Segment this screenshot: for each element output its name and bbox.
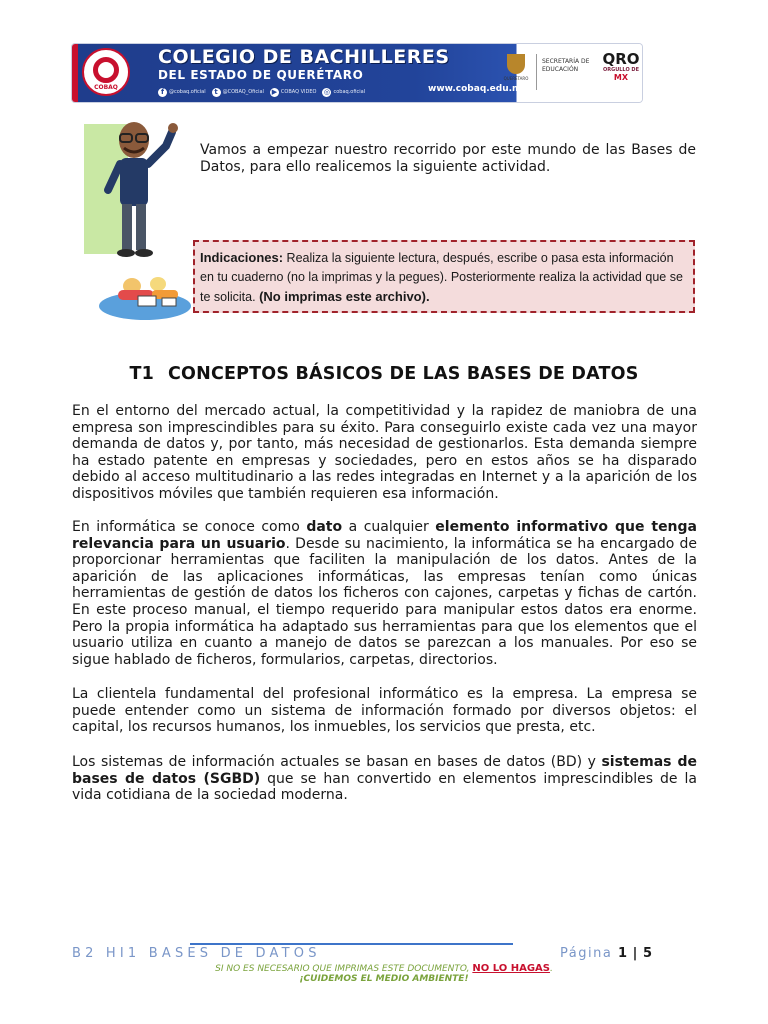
paragraph-3: La clientela fundamental del profesional informático es la empresa. La empresa se puede entender como un sistema de información formado por diversos objetos: el capital, los recursos humanos, los inmuebles, los servicios que presta, etc. xyxy=(72,686,697,736)
cobaq-logo xyxy=(82,48,130,96)
social-links xyxy=(158,85,365,99)
website-link[interactable]: www.cobaq.edu.mx xyxy=(428,84,528,94)
page-number: 1 xyxy=(617,946,627,961)
mx-text: MX xyxy=(613,73,629,82)
institution-title: COLEGIO DE BACHILLERES xyxy=(158,46,450,68)
twitter-handle: @COBAQ_Oficial xyxy=(222,89,264,95)
paragraph-4 xyxy=(72,754,697,804)
intro-text: Vamos a empezar nuestro recorrido por este mundo de las Bases de Datos, para ello realicemos la siguiente actividad. xyxy=(200,142,696,175)
p2-text-e: . Desde su nacimiento, la informática se ha encargado de proporcionar herramientas que faciliten la manipulación de los datos. Antes de la aparición de las aplicaciones informáticas, las empresas tenían como únicas herramientas de gestión de datos los ficheros con cajones, carpetas y fichas de cartón. En este proceso manual, el tiempo requerido para manipular estos datos era enorme. Pero la propia informática ha adaptado sus herramientas para que los elementos que el usuario utiliza en cuanto a manejo de datos se parezcan a los manuales. Por eso se sigue hablado de ficheros, formularios, carpetas, directorios. xyxy=(72,535,697,668)
instagram-icon: ◎ xyxy=(323,87,331,96)
secretaria-label: SECRETARÍA DE EDUCACIÓN xyxy=(542,58,590,73)
eco-notice-text: SI NO ES NECESARIO QUE IMPRIMAS ESTE DOCUMENTO, xyxy=(215,964,473,974)
p2-definition: elemento informativo que tenga relevancia para un usuario xyxy=(72,519,697,552)
footer-rule xyxy=(190,943,513,945)
instructions-emphasis: (No imprimas este archivo). xyxy=(259,289,430,304)
facebook-icon: f xyxy=(158,88,167,97)
youtube-icon: ▶ xyxy=(271,87,278,96)
qro-text: QRO xyxy=(602,50,640,68)
social-youtube[interactable] xyxy=(270,88,317,97)
gov-queretaro-logo xyxy=(500,52,532,92)
p4-text-a: Los sistemas de información actuales se basan en bases de datos (BD) y xyxy=(72,754,602,770)
footer-course-label: B2 HI1 BASES DE DATOS xyxy=(72,946,321,961)
facebook-handle: @cobaq.oficial xyxy=(169,89,206,95)
twitter-icon: t xyxy=(212,88,221,97)
institution-subtitle: DEL ESTADO DE QUERÉTARO xyxy=(158,68,364,82)
p4-term-sgbd: sistemas de bases de datos (SGBD) xyxy=(72,754,697,787)
eco-notice-line-2: ¡CUIDEMOS EL MEDIO AMBIENTE! xyxy=(299,974,469,984)
p2-text-c: a cualquier xyxy=(342,519,436,535)
eco-notice-emphasis: NO LO HAGAS xyxy=(472,963,550,974)
instagram-handle: cobaq.oficial xyxy=(333,89,366,95)
page-total: 5 xyxy=(643,946,653,961)
footer-page-indicator xyxy=(560,946,652,961)
section-title: CONCEPTOS BÁSICOS DE LAS BASES DE DATOS xyxy=(167,364,639,384)
cobaq-logo-ring xyxy=(93,57,119,83)
instructions-text: Realiza la siguiente lectura, después, escribe o pasa esta información en tu cuaderno (no la imprimas y la pegues). Posteriormente realiza la actividad que se te solicita. xyxy=(200,251,683,304)
qro-orgullo-logo xyxy=(600,52,642,92)
paragraph-2 xyxy=(72,519,697,668)
youtube-handle: COBAQ VIDEO xyxy=(280,89,317,95)
shield-icon xyxy=(507,54,525,74)
page-label: Página xyxy=(560,946,613,961)
teacher-illustration xyxy=(84,110,188,262)
header-banner xyxy=(72,44,642,102)
social-twitter[interactable] xyxy=(212,88,264,97)
p4-text-c: que se han convertido en elementos imprescindibles de la vida cotidiana de la sociedad moderna. xyxy=(72,770,697,804)
partner-divider xyxy=(536,54,537,90)
orgullo-text: ORGULLO DE xyxy=(602,67,639,73)
section-heading xyxy=(0,364,768,384)
instructions-box xyxy=(193,240,695,313)
gov-queretaro-label: QUERÉTARO xyxy=(503,76,529,81)
page-separator: | xyxy=(632,946,638,961)
section-number: T1 xyxy=(129,364,154,384)
p2-text-a: En informática se conoce como xyxy=(72,519,307,535)
eco-notice-period: . xyxy=(549,964,553,974)
social-facebook[interactable] xyxy=(158,88,206,97)
p2-term-dato: dato xyxy=(306,519,343,535)
instructions-label: Indicaciones: xyxy=(200,250,284,265)
social-instagram[interactable] xyxy=(322,88,365,97)
paragraph-1: En el entorno del mercado actual, la competitividad y la rapidez de maniobra de una empresa son imprescindibles para su éxito. Para conseguirlo existe cada vez una mayor demanda de datos y, por tanto, más necesidad de gestionarlos. Esta demanda siempre ha estado patente en empresas y sociedades, pero en estos años se ha disparado debido al acceso multitudinario a las redes integradas en Internet y a la aparición de los dispositivos móviles que también requieren esa información. xyxy=(72,403,697,502)
banner-red-stripe xyxy=(72,44,78,102)
kids-reading-illustration xyxy=(98,266,192,322)
eco-notice-line-1 xyxy=(0,963,768,974)
cobaq-logo-label: COBAQ xyxy=(94,84,118,91)
